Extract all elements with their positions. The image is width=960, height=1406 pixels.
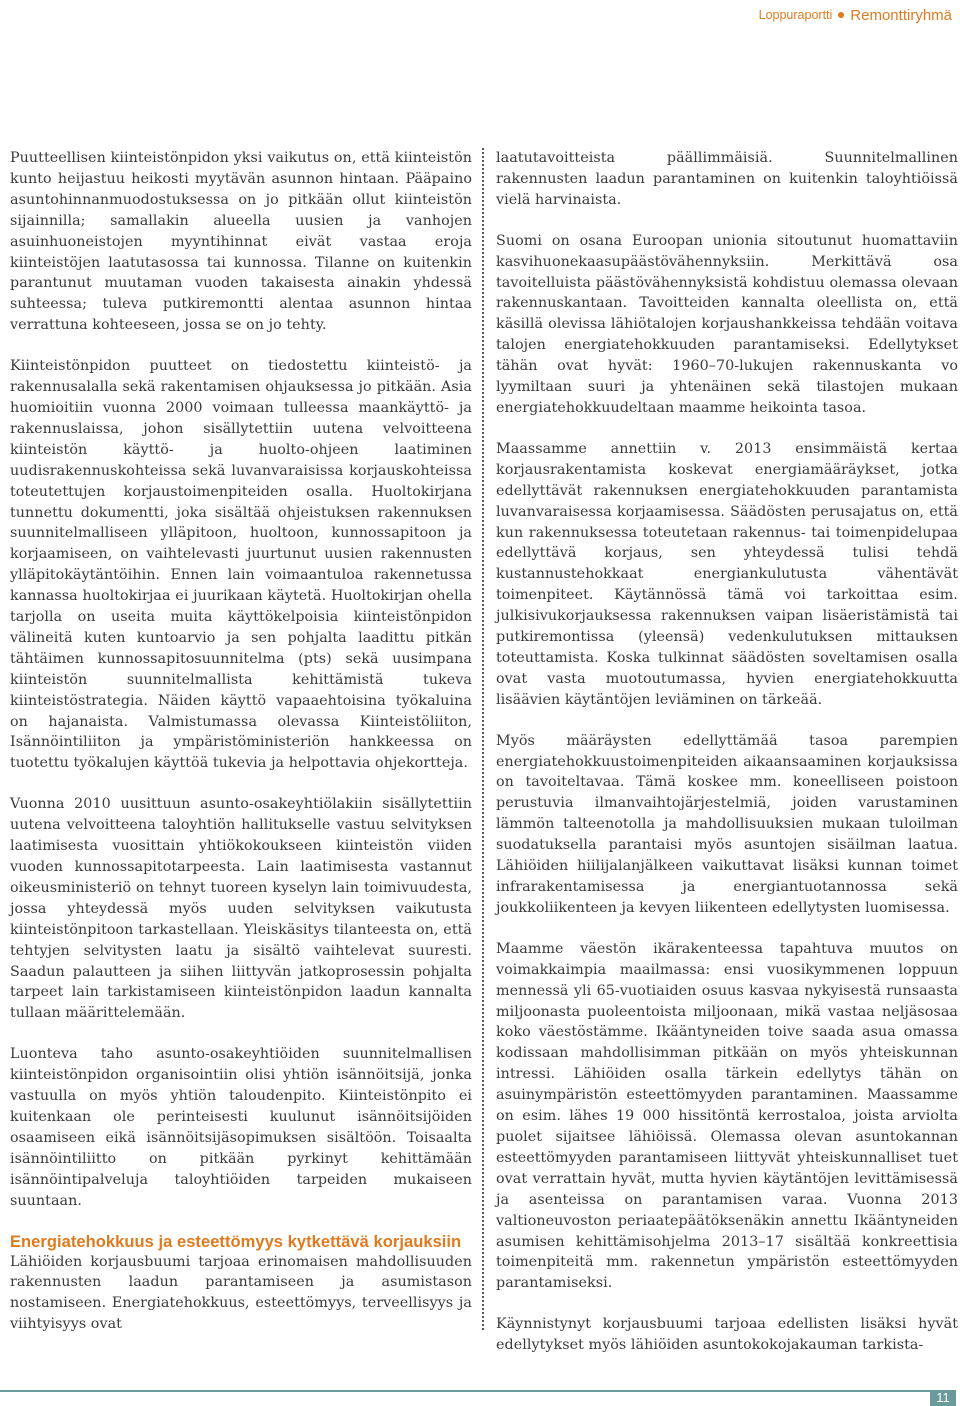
right-column bbox=[496, 148, 958, 1376]
left-paragraph-2: Kiinteistönpidon puutteet on tiedostettu kiinteistö- ja rakennusalalla sekä rakentamisen ohjauksessa jo pitkään. Asia huomioitiin vuonna 2000 voimaan tulleessa maankäyttö- ja rakennuslaissa, johon sisällytettiin uutena velvoitteena kiinteistön käyttö- ja huolto-ohjeen laatiminen uudisrakennuskohteissa sekä luvanvaraisissa korjauskohteissa toteutettujen korjaustoimenpiteiden osalla. Huoltokirjana tunnettu dokumentti, joka sisältää ohjeistuksen rakennuksen suunnitelmalliseen ylläpitoon, huoltoon, kunnossapitoon ja korjaamiseen, on vaihtelevasti juurtunut uusien rakennusten ylläpitokäytäntöihin. Ennen lain voimaantuloa rakennetussa kannassa huoltokirjaa ei juurikaan käytetä. Huoltokirjan ohella tarjolla on useita muita käyttökelpoisia kiinteistönpidon välineitä kuten kuntoarvio ja sen pohjalta laadittu pitkän tähtäimen kunnossapitosuunnitelma (pts) sekä uusimpana kiinteistön suunnitelmallista kehittämistä tukeva kiinteistöstrategia. Näiden käyttö vapaaehtoisina työkaluina on hajanaista. Valmistumassa olevassa Kiinteistöliiton, Isännöintiliiton ja ympäristöministeriön hankkeessa on tuotettu työkalujen käyttöä tukevia ja helpottavia ohjekortteja. bbox=[10, 358, 472, 772]
left-paragraph-5: Lähiöiden korjausbuumi tarjoaa erinomaisen mahdollisuuden rakennusten laadun parantamiseen ja asumistason nostamiseen. Energiatehokkuus, esteettömyys, terveellisyys ja viihtyisyys ovat bbox=[10, 1253, 472, 1333]
running-header bbox=[759, 6, 952, 24]
left-paragraph-1: Puutteellisen kiinteistönpidon yksi vaikutus on, että kiinteistön kunto heijastuu heikosti myytävän asunnon hintaan. Pääpaino asuntohinnanmuodostuksessa on jo pitkään ollut kiinteistön sijainnilla; samallakin alueella uusien ja vanhojen asuinhuoneistojen myyntihinnat eivät vastaa eroja kiinteistöjen laatutasossa tai kunnossa. Tilanne on kuitenkin parantunut muutaman vuoden takaisesta ainakin yhdessä suhteessa; tuleva putkiremontti alentaa asunnon hintaa verrattuna kohteeseen, jossa se on jo tehty. bbox=[10, 150, 472, 334]
bullet-dot-icon bbox=[838, 12, 844, 18]
column-divider bbox=[482, 148, 484, 1330]
right-paragraph-1: laatutavoitteista päällimmäisiä. Suunnitelmallinen rakennusten laadun parantaminen on kuitenkin taloyhtiöissä vielä harvinaista. bbox=[496, 150, 958, 208]
right-paragraph-4: Myös määräysten edellyttämää tasoa parempien energiatehokkuustoimenpiteiden aikaansaaminen korjauksissa on tavoiteltavaa. Tämä koskee mm. koneelliseen poistoon perustuvia ilmanvaihtojärjestelmiä, joiden varustaminen lämmön talteenotolla ja mahdollisuuksien mukaan tuloilman suodatuksella parantaisi myös asuntojen sisäilman laatua. Lähiöiden hiilijalanjälkeen vaikuttavat lisäksi kunnan toimet infrarakentamisessa ja energiantuotannossa sekä joukkoliikenteen ja kevyen liikenteen edellytysten luomisessa. bbox=[496, 732, 958, 916]
right-paragraph-3: Maassamme annettiin v. 2013 ensimmäistä kertaa korjausrakentamista koskevat energiamääräykset, jotka edellyttävät rakennuksen energiatehokkuuden parantamista luvanvaraisessa korjaamisessa. Säädösten perusajatus on, että kun rakennuksessa toteutetaan rakennus- tai toimenpidelupaa edellyttävä korjaus, sen yhteydessä tulisi tehdä kustannustehokkaat energiankulutusta vähentävät toimenpiteet. Käytännössä tämä voi tarkoittaa esim. julkisivukorjauksessa rakennuksen vaipan lisäeristämistä tai putkiremontissa (yleensä) vedenkulutuksen mittauksen toteuttamista. Koska tulkinnat säädösten soveltamisen osalla ovat vasta muotoutumassa, hyvien energiatehokkuutta lisäävien käytäntöjen leviäminen on tärkeää. bbox=[496, 440, 958, 708]
report-label: Loppuraportti bbox=[758, 8, 833, 22]
left-paragraph-4: Luonteva taho asunto-osakeyhtiöiden suunnitelmallisen kiinteistönpidon organisointiin olisi yhtiön isännöitsijä, jonka vastuulla on myös yhtiön taloudenpito. Kiinteistönpito ei kuitenkaan ole perinteisesti kuulunut isännöitsijöiden osaamiseen eikä isännöitsijäsopimuksen sisältöön. Toisaalta isännöintiliitto on pitkään pyrkinyt kehittämään isännöintipalveluja taloyhtiöiden tarpeiden mukaiseen suuntaan. bbox=[10, 1046, 472, 1209]
section-heading: Energiatehokkuus ja esteettömyys kytkettävä korjauksiin bbox=[10, 1232, 462, 1251]
right-paragraph-6: Käynnistynyt korjausbuumi tarjoaa edellisten lisäksi hyvät edellytykset myös lähiöiden asuntokokojakauman tarkista- bbox=[496, 1316, 958, 1354]
right-paragraph-5: Maamme väestön ikärakenteessa tapahtuva muutos on voimakkaimpia maailmassa: ensi vuosikymmenen loppuun mennessä yli 65-vuotiaiden osuus kasvaa nykyisestä runsaasta miljoonasta puoleentoista miljoonaan, mikä vastaa neljäsosaa koko väestöstämme. Ikääntyneiden toive saada asua omassa kodissaan mahdollisimman pitkään on myös yhteiskunnan intressi. Lähiöiden osalla tärkein edellytys tähän on asuinympäristön esteettömyyden parantaminen. Maassamme on esim. lähes 19 000 hissitöntä kerrostaloa, joista arviolta puolet sijaitsee lähiöissä. Olemassa olevan asuntokannan esteettömyyden parantamiseen liittyvät yhteiskunnalliset tuet ovat verrattain hyvät, mutta hyvien käytäntöjen levittämisessä ja asenteissa on parantamisen varaa. Vuonna 2013 valtioneuvoston periaatepäätöksenäkin annettu Ikääntyneiden asumisen kehittämisohjelma 2013–17 sisältää konkreettisia toimenpiteitä mm. rakennetun ympäristön esteettömyyden parantamiseksi. bbox=[496, 940, 958, 1292]
left-paragraph-3: Vuonna 2010 uusittuun asunto-osakeyhtiölakiin sisällytettiin uutena velvoitteena taloyhtiön hallitukselle vastuu selvityksen laatimisesta vuosittain yhtiökokoukseen kiinteistön viiden vuoden kunnossapitotarpeesta. Lain laatimisesta vastannut oikeusministeriö on tehnyt tuoreen kyselyn lain toimivuudesta, jossa yhteydessä myös uuden selvityksen vaikutusta kiinteistönpitoon tarkastellaan. Yleiskäsitys tilanteesta on, että tehtyjen selvitysten laatu ja sisältö vaihtelevat suuresti. Saadun palautteen ja siihen liittyvän jatkoprosessin pohjalta tarpeet lain tarkistamiseen kiinteistönpidon laadun kannalta tullaan määrittelemään. bbox=[10, 796, 472, 1022]
left-column bbox=[10, 148, 472, 1355]
page-number: 11 bbox=[930, 1390, 956, 1406]
right-paragraph-2: Suomi on osana Euroopan unionia sitoutunut huomattaviin kasvihuonekaasupäästövähennyksiin. Merkittävä osa tavoitelluista päästövähennyksistä kohdistuu olemassa olevaan rakennuskantaan. Tavoitteiden kannalta oleellista on, että käsillä olevissa lähiötalojen korjaushankkeissa tehdään voitava talojen energiatehokkuuden parantamiseksi. Edellytykset tähän ovat hyvät: 1960–70-lukujen rakennuskanta vo lyymiltaan suuri ja yhtenäinen sekä tilastojen mukaan energiatehokkuudeltaan maamme heikointa tasoa. bbox=[496, 232, 958, 416]
team-label: Remonttiryhmä bbox=[850, 6, 952, 24]
footer-rule bbox=[0, 1390, 930, 1392]
